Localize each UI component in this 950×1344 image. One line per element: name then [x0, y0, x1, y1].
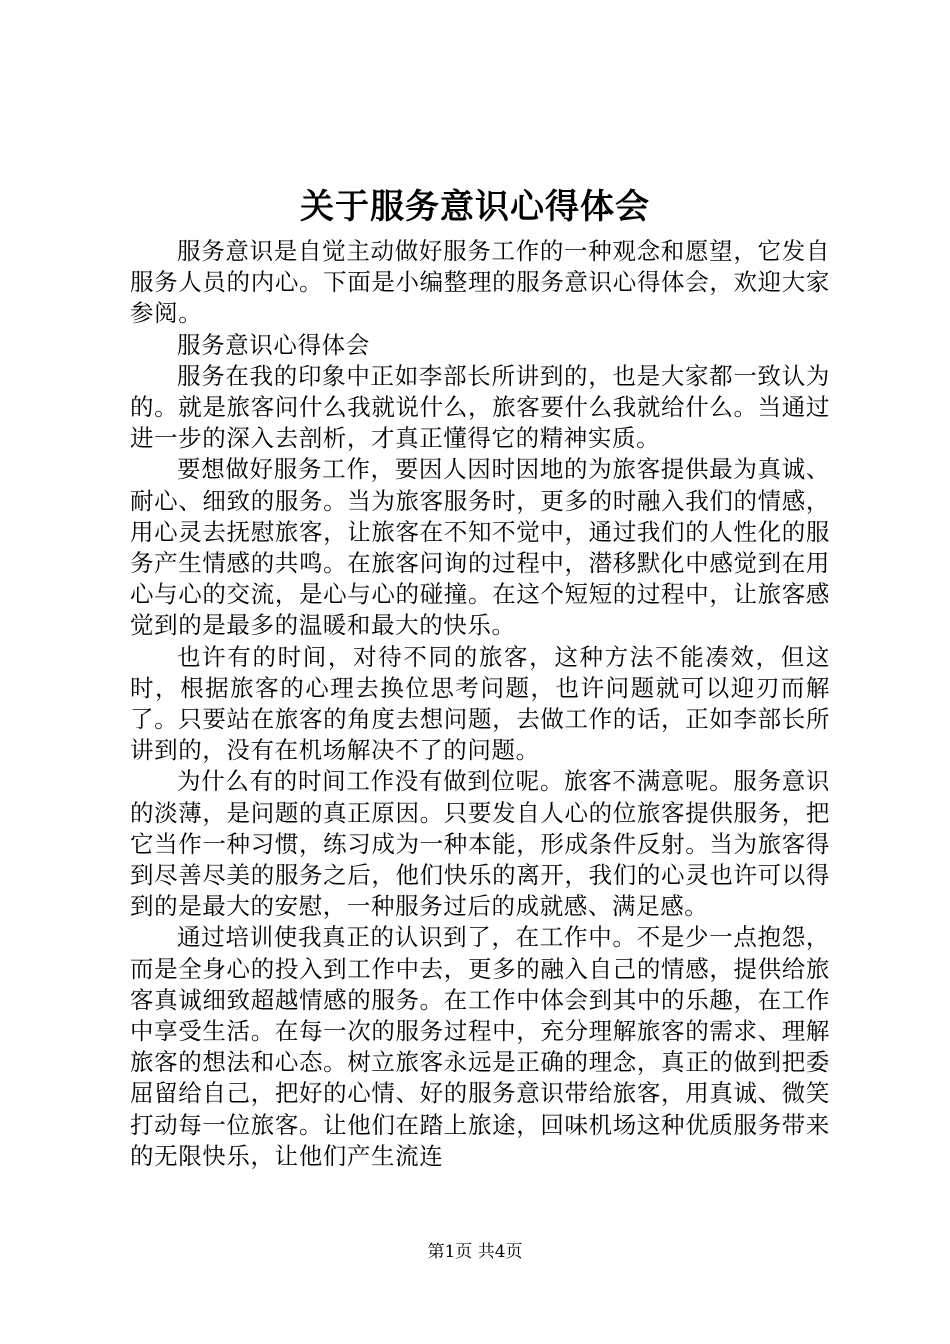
paragraph-body: 服务在我的印象中正如李部长所讲到的，也是大家都一致认为的。就是旅客问什么我就说什么，旅客要什么我就给什么。当通过进一步的深入去剖析，才真正懂得它的精神实质。 — [130, 361, 830, 453]
paragraph-body: 也许有的时间，对待不同的旅客，这种方法不能凑效，但这时，根据旅客的心理去换位思考问题，也许问题就可以迎刃而解了。只要站在旅客的角度去想问题，去做工作的话，正如李部长所讲到的，没有在机场解决不了的问题。 — [130, 642, 830, 765]
paragraph-subtitle: 服务意识心得体会 — [177, 330, 370, 359]
document-body — [130, 236, 830, 1172]
document-title: 关于服务意识心得体会 — [300, 187, 650, 227]
paragraph-intro: 服务意识是自觉主动做好服务工作的一种观念和愿望，它发自服务人员的内心。下面是小编整理的服务意识心得体会，欢迎大家参阅。 — [130, 237, 830, 328]
paragraph-body: 要想做好服务工作，要因人因时因地的为旅客提供最为真诚、耐心、细致的服务。当为旅客服务时，更多的时融入我们的情感，用心灵去抚慰旅客，让旅客在不知不觉中，通过我们的人性化的服务产生情感的共鸣。在旅客问询的过程中，潜移默化中感觉到在用心与心的交流，是心与心的碰撞。在这个短短的过程中，让旅客感觉到的是最多的温暖和最大的快乐。 — [130, 455, 830, 640]
paragraph-body: 为什么有的时间工作没有做到位呢。旅客不满意呢。服务意识的淡薄，是问题的真正原因。只要发自人心的位旅客提供服务，把它当作一种习惯，练习成为一种本能，形成条件反射。当为旅客得到尽善尽美的服务之后，他们快乐的离开，我们的心灵也许可以得到的是最大的安慰，一种服务过后的成就感、满足感。 — [130, 767, 830, 921]
page-number-footer: 第1页 共4页 — [427, 1242, 523, 1262]
paragraph-body: 通过培训使我真正的认识到了，在工作中。不是少一点抱怨，而是全身心的投入到工作中去，更多的融入自己的情感，提供给旅客真诚细致超越情感的服务。在工作中体会到其中的乐趣，在工作中享受生活。在每一次的服务过程中，充分理解旅客的需求、理解旅客的想法和心态。树立旅客永远是正确的理念，真正的做到把委屈留给自己，把好的心情、好的服务意识带给旅客，用真诚、微笑打动每一位旅客。让他们在踏上旅途，回味机场这种优质服务带来的无限快乐，让他们产生流连 — [130, 923, 830, 1170]
